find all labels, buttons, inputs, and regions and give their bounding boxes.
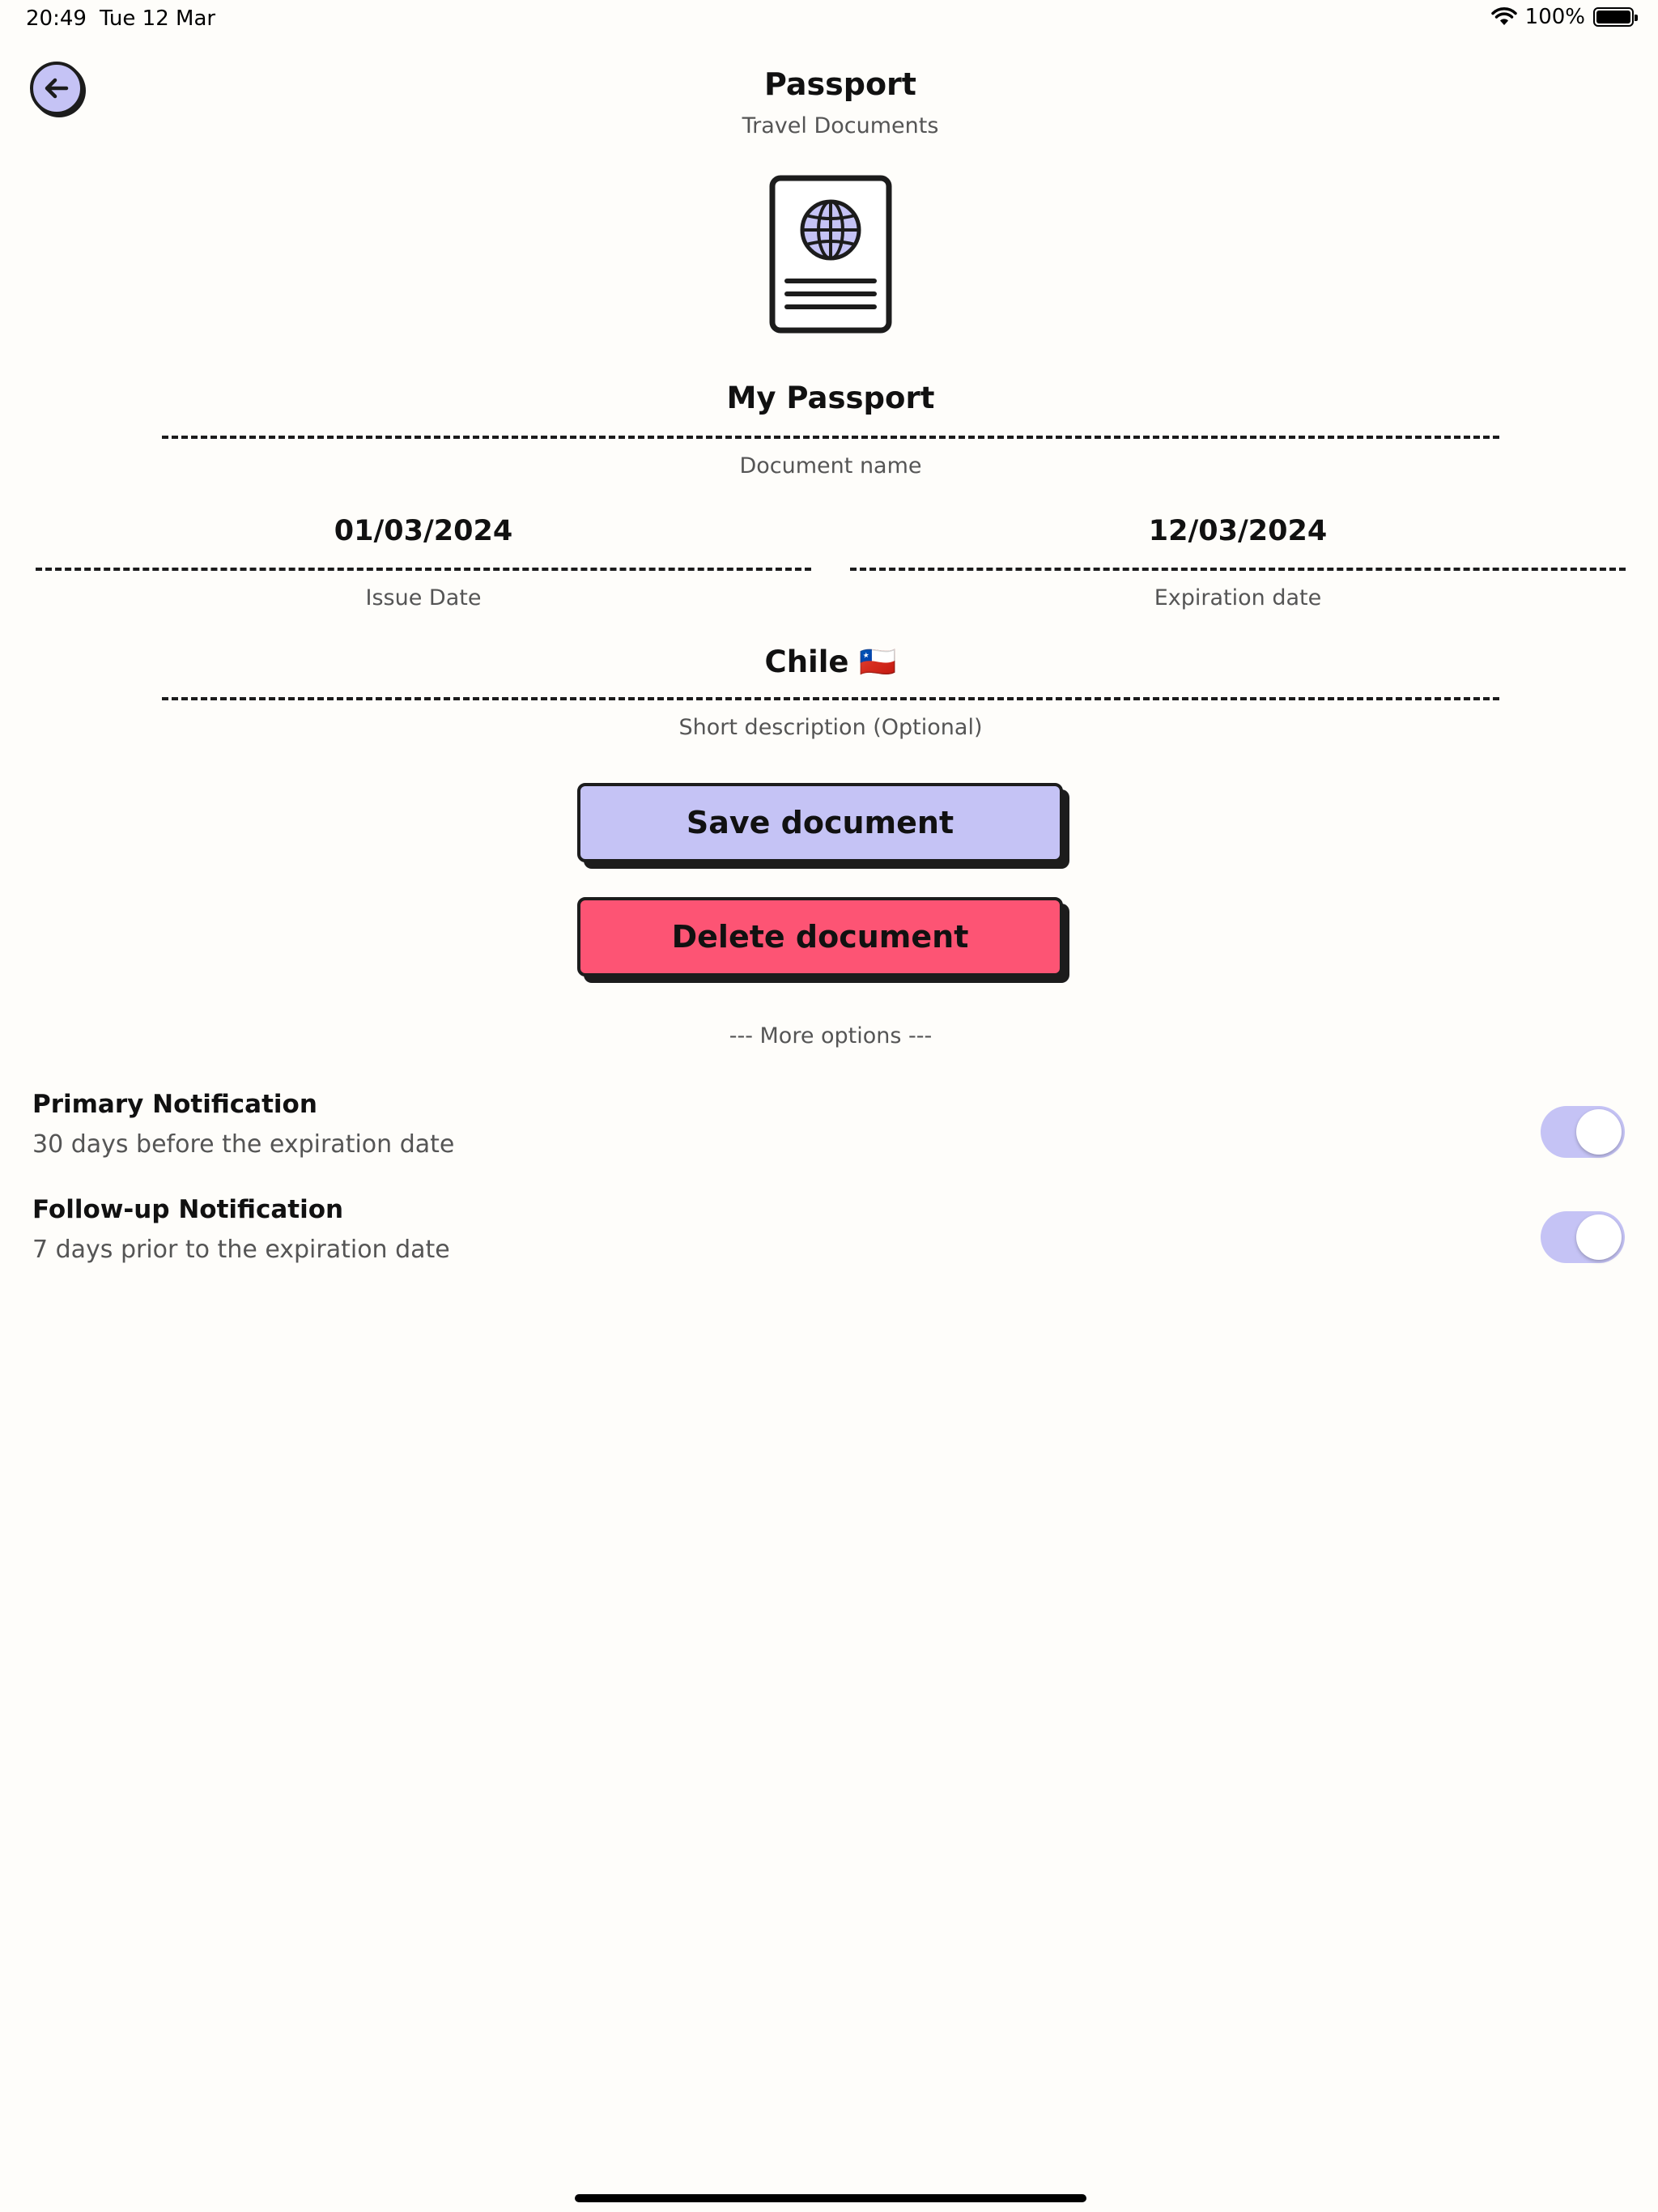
expiration-date-input[interactable]: 12/03/2024: [1148, 515, 1328, 547]
document-name-underline: [162, 436, 1499, 439]
battery-percentage: 100%: [1524, 5, 1585, 29]
primary-notification-description: 30 days before the expiration date: [32, 1130, 455, 1159]
document-name-input[interactable]: My Passport: [726, 381, 935, 415]
issue-date-input[interactable]: 01/03/2024: [334, 515, 513, 547]
battery-icon: [1593, 7, 1634, 27]
issue-date-label: Issue Date: [365, 585, 482, 610]
followup-notification-toggle[interactable]: [1541, 1211, 1625, 1263]
page-subtitle: Travel Documents: [742, 113, 939, 138]
description-label: Short description (Optional): [678, 715, 983, 740]
toggle-knob: [1576, 1109, 1622, 1155]
status-date: Tue 12 Mar: [100, 6, 216, 31]
wifi-icon: [1491, 7, 1517, 27]
delete-document-button[interactable]: Delete document: [577, 897, 1063, 976]
home-indicator[interactable]: [575, 2194, 1086, 2202]
more-options-divider: --- More options ---: [729, 1023, 933, 1049]
primary-notification-toggle[interactable]: [1541, 1106, 1625, 1158]
passport-icon: [769, 175, 892, 334]
followup-notification-description: 7 days prior to the expiration date: [32, 1236, 450, 1264]
status-indicators: [1491, 5, 1634, 29]
description-underline: [162, 697, 1499, 700]
status-time: 20:49: [26, 6, 87, 31]
followup-notification-title: Follow-up Notification: [32, 1195, 344, 1224]
save-document-button[interactable]: Save document: [577, 783, 1063, 862]
expiration-date-label: Expiration date: [1154, 585, 1322, 610]
status-bar: [0, 0, 1658, 39]
document-name-label: Document name: [739, 453, 922, 479]
issue-date-underline: [36, 568, 811, 571]
toggle-knob: [1576, 1214, 1622, 1260]
primary-notification-title: Primary Notification: [32, 1090, 317, 1119]
description-input[interactable]: Chile 🇨🇱: [764, 644, 897, 679]
expiration-date-underline: [850, 568, 1626, 571]
page-title: Passport: [764, 66, 916, 102]
